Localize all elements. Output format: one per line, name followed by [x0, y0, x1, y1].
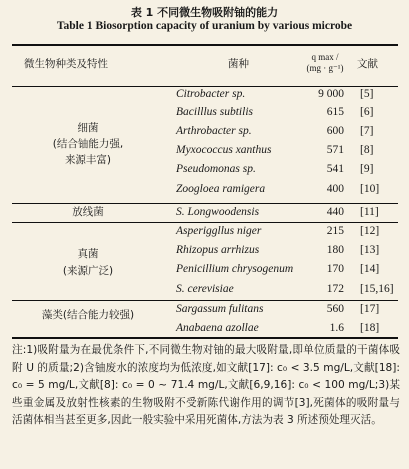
species-name: S. cerevisiae [176, 283, 234, 295]
reference-citation: [11] [360, 206, 379, 218]
species-name: Pseudomonas sp. [176, 163, 256, 175]
species-name: S. Longwoodensis [176, 206, 260, 218]
reference-citation: [14] [360, 263, 380, 275]
species-name: Myxococcus xanthus [176, 144, 272, 156]
qmax-value: 560 [326, 303, 344, 315]
qmax-value: 172 [326, 283, 344, 295]
reference-citation: [15,16] [360, 283, 394, 295]
group-divider-rule [12, 203, 398, 204]
species-name: Asperiggllus niger [176, 225, 262, 237]
table-bottom-rule [12, 337, 398, 339]
header-bottom-rule [12, 86, 398, 87]
reference-citation: [13] [360, 244, 380, 256]
qmax-value: 9 000 [318, 88, 344, 100]
reference-citation: [5] [360, 88, 374, 100]
header-species: 菌种 [228, 58, 249, 70]
qmax-value: 1.6 [329, 322, 344, 334]
qmax-value: 541 [326, 163, 344, 175]
header-qmax [296, 52, 354, 74]
species-name: Rhizopus arrhizus [176, 244, 260, 256]
category-actinomycetes: 放线菌 [72, 206, 104, 218]
qmax-value: 615 [326, 106, 344, 118]
reference-citation: [17] [360, 303, 380, 315]
qmax-value: 571 [326, 144, 344, 156]
table-title-english: Table 1 Biosorption capacity of uranium by various microbe [56, 20, 353, 32]
reference-citation: [8] [360, 144, 374, 156]
species-name: Arthrobacter sp. [176, 125, 252, 137]
group-divider-rule [12, 300, 398, 301]
reference-citation: [9] [360, 163, 374, 175]
category-algae: 藻类(结合能力较强) [41, 309, 135, 321]
qmax-value: 600 [326, 125, 344, 137]
category-fungi: 真菌 (来源广泛) [62, 248, 114, 277]
group-divider-rule [12, 222, 398, 223]
table-top-rule [12, 44, 398, 46]
category-bacteria: 细菌 (结合铀能力强, 来源丰富) [52, 122, 124, 166]
header-reference: 文献 [357, 58, 378, 70]
header-qmax-line2: (mg · g⁻¹) [306, 63, 344, 73]
header-category: 微生物种类及特性 [24, 58, 108, 70]
qmax-value: 215 [326, 225, 344, 237]
reference-citation: [12] [360, 225, 380, 237]
species-name: Bacilllus subtilis [176, 106, 253, 118]
species-name: Citrobacter sp. [176, 88, 246, 100]
qmax-value: 180 [326, 244, 344, 256]
table-footnote: 注:1)吸附量为在最优条件下,不同微生物对铀的最大吸附量,即单位质量的干菌体吸附 U 的质量;2)含铀废水的浓度均为低浓度,如文献[17]: c₀ < 3.5 mg/L,文献[18]: c₀ = 5 mg/L,文献[8]: c₀ = 0 ~ 71.4 mg/L,文献[6,9,16]: c₀ < 100 mg/L;3)某些重金属及放射性核素的生物吸附不受新陈代谢作用的调节[3],死菌体的吸附量与活菌体相当甚至更多,因此一般实验中采用死菌体,方法为表 3 所述预处理灭活。 [12, 344, 400, 427]
species-name: Penicillium chrysogenum [176, 263, 294, 275]
species-name: Zoogloea ramigera [176, 183, 266, 195]
species-name: Anabaena azollae [176, 322, 259, 334]
reference-citation: [6] [360, 106, 374, 118]
qmax-value: 440 [326, 206, 344, 218]
species-name: Sargassum fulitans [176, 303, 264, 315]
table-title-chinese: 表 1 不同微生物吸附铀的能力 [130, 6, 279, 19]
reference-citation: [7] [360, 125, 374, 137]
qmax-value: 400 [326, 183, 344, 195]
reference-citation: [10] [360, 183, 380, 195]
reference-citation: [18] [360, 322, 380, 334]
qmax-value: 170 [326, 263, 344, 275]
header-qmax-line1: q max / [311, 52, 339, 62]
